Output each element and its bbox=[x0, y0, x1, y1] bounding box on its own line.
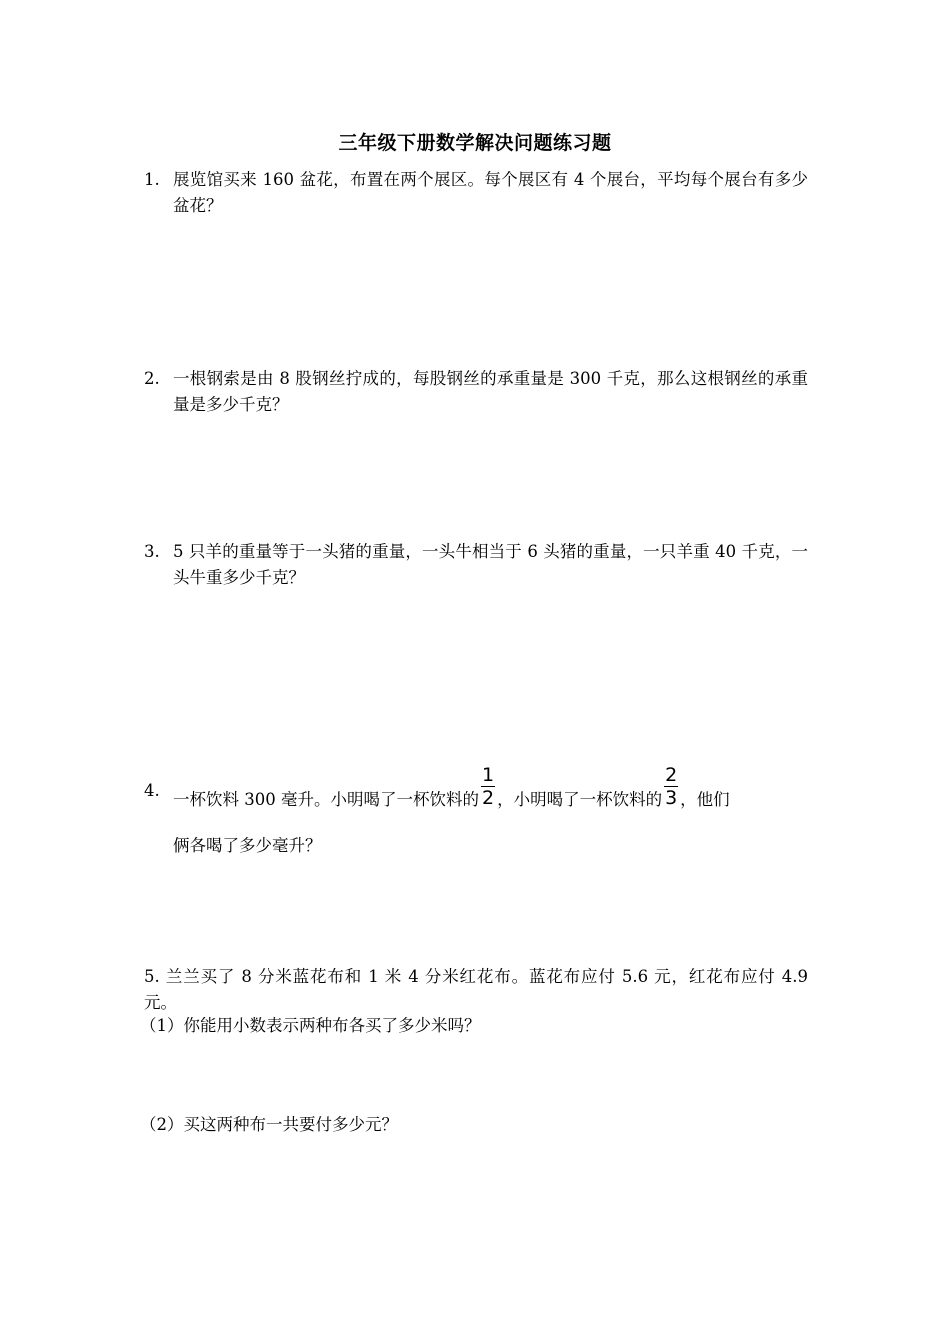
question-5-sub-2: （2）买这两种布一共要付多少元？ bbox=[140, 1115, 398, 1134]
question-4-text bbox=[173, 764, 808, 859]
question-4-part-b: ，小明喝了一杯饮料的 bbox=[497, 790, 663, 809]
question-5 bbox=[144, 964, 808, 1016]
page-title: 三年级下册数学解决问题练习题 bbox=[338, 132, 612, 154]
fraction-two-thirds bbox=[664, 764, 678, 809]
question-1-number: 1. bbox=[144, 170, 160, 189]
fraction-1-denominator: 2 bbox=[481, 787, 495, 809]
question-3-text: 5 只羊的重量等于一头猪的重量，一头牛相当于 6 头猪的重量，一只羊重 40 千克，一头牛重多少千克？ bbox=[173, 542, 808, 587]
fraction-2-denominator: 3 bbox=[665, 787, 678, 809]
fraction-2-numerator: 2 bbox=[665, 764, 678, 786]
question-5-number: 5. bbox=[144, 967, 160, 986]
fraction-1-numerator: 1 bbox=[481, 764, 495, 786]
question-1-text: 展览馆买来 160 盆花，布置在两个展区。每个展区有 4 个展台，平均每个展台有多少盆花？ bbox=[173, 170, 808, 215]
question-5-body: 兰兰买了 8 分米蓝花布和 1 米 4 分米红花布。蓝花布应付 5.6 元，红花布应付 4.9 元。 bbox=[144, 967, 808, 1012]
question-2-number: 2. bbox=[144, 369, 160, 388]
question-4-part-a: 一杯饮料 300 毫升。小明喝了一杯饮料的 bbox=[173, 790, 479, 809]
fraction-one-half bbox=[481, 764, 495, 809]
question-4-line-2: 俩各喝了多少毫升？ bbox=[173, 836, 322, 855]
question-5-text bbox=[144, 964, 808, 1016]
question-3 bbox=[144, 539, 808, 591]
question-4-number: 4. bbox=[144, 781, 160, 800]
question-2 bbox=[144, 366, 808, 418]
question-1 bbox=[144, 167, 808, 219]
question-4 bbox=[144, 764, 808, 859]
question-3-number: 3. bbox=[144, 542, 160, 561]
question-4-part-c: ，他们 bbox=[680, 790, 730, 809]
question-2-text: 一根钢索是由 8 股钢丝拧成的，每股钢丝的承重量是 300 千克，那么这根钢丝的承重量是多少千克？ bbox=[173, 369, 808, 414]
question-5-sub-1: （1）你能用小数表示两种布各买了多少米吗？ bbox=[140, 1016, 481, 1035]
